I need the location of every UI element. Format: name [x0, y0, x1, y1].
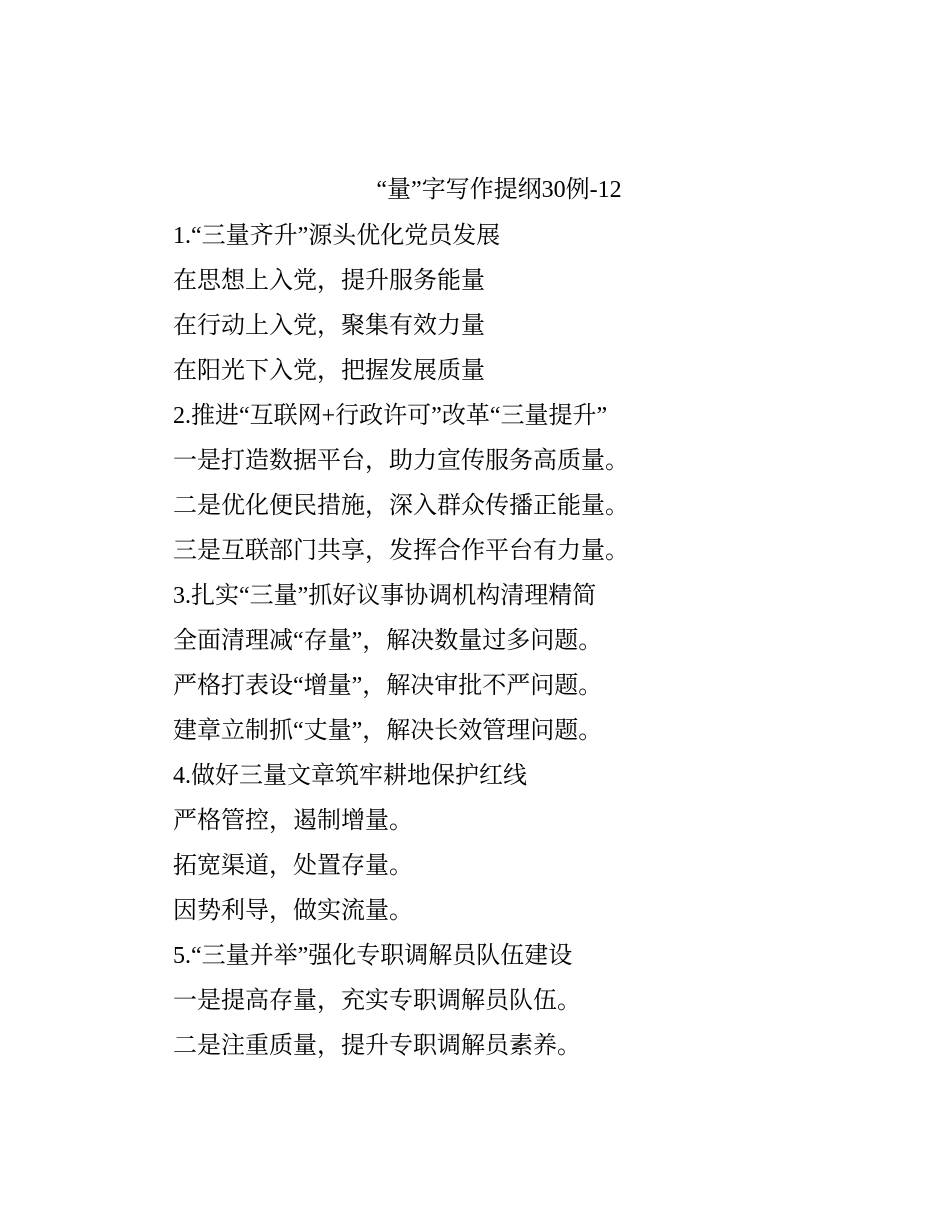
text-line: 在行动上入党，聚集有效力量	[173, 313, 485, 339]
text-line: 一是打造数据平台，助力宣传服务高质量。	[173, 448, 629, 474]
text-line: 二是优化便民措施，深入群众传播正能量。	[173, 493, 629, 519]
text-line: 因势利导，做实流量。	[173, 898, 413, 924]
text-line: 二是注重质量，提升专职调解员素养。	[173, 1033, 581, 1059]
heading-5: 5.“三量并举”强化专职调解员队伍建设	[173, 943, 573, 969]
text-line: 拓宽渠道，处置存量。	[173, 853, 413, 879]
text-line: 在阳光下入党，把握发展质量	[173, 358, 485, 384]
text-line: 一是提高存量，充实专职调解员队伍。	[173, 988, 581, 1014]
text-line: 三是互联部门共享，发挥合作平台有力量。	[173, 538, 629, 564]
heading-2: 2.推进“互联网+行政许可”改革“三量提升”	[173, 403, 608, 429]
heading-3: 3.扎实“三量”抓好议事协调机构清理精简	[173, 583, 597, 609]
text-line: 建章立制抓“丈量”，解决长效管理问题。	[173, 718, 603, 744]
text-line: 全面清理减“存量”，解决数量过多问题。	[173, 628, 603, 654]
document-title: “量”字写作提纲30例-12	[376, 177, 622, 203]
heading-1: 1.“三量齐升”源头优化党员发展	[173, 223, 501, 249]
heading-4: 4.做好三量文章筑牢耕地保护红线	[173, 763, 527, 789]
text-line: 严格管控，遏制增量。	[173, 808, 413, 834]
document-body	[173, 214, 793, 1069]
text-line: 严格打表设“增量”，解决审批不严问题。	[173, 673, 603, 699]
text-line: 在思想上入党，提升服务能量	[173, 268, 485, 294]
